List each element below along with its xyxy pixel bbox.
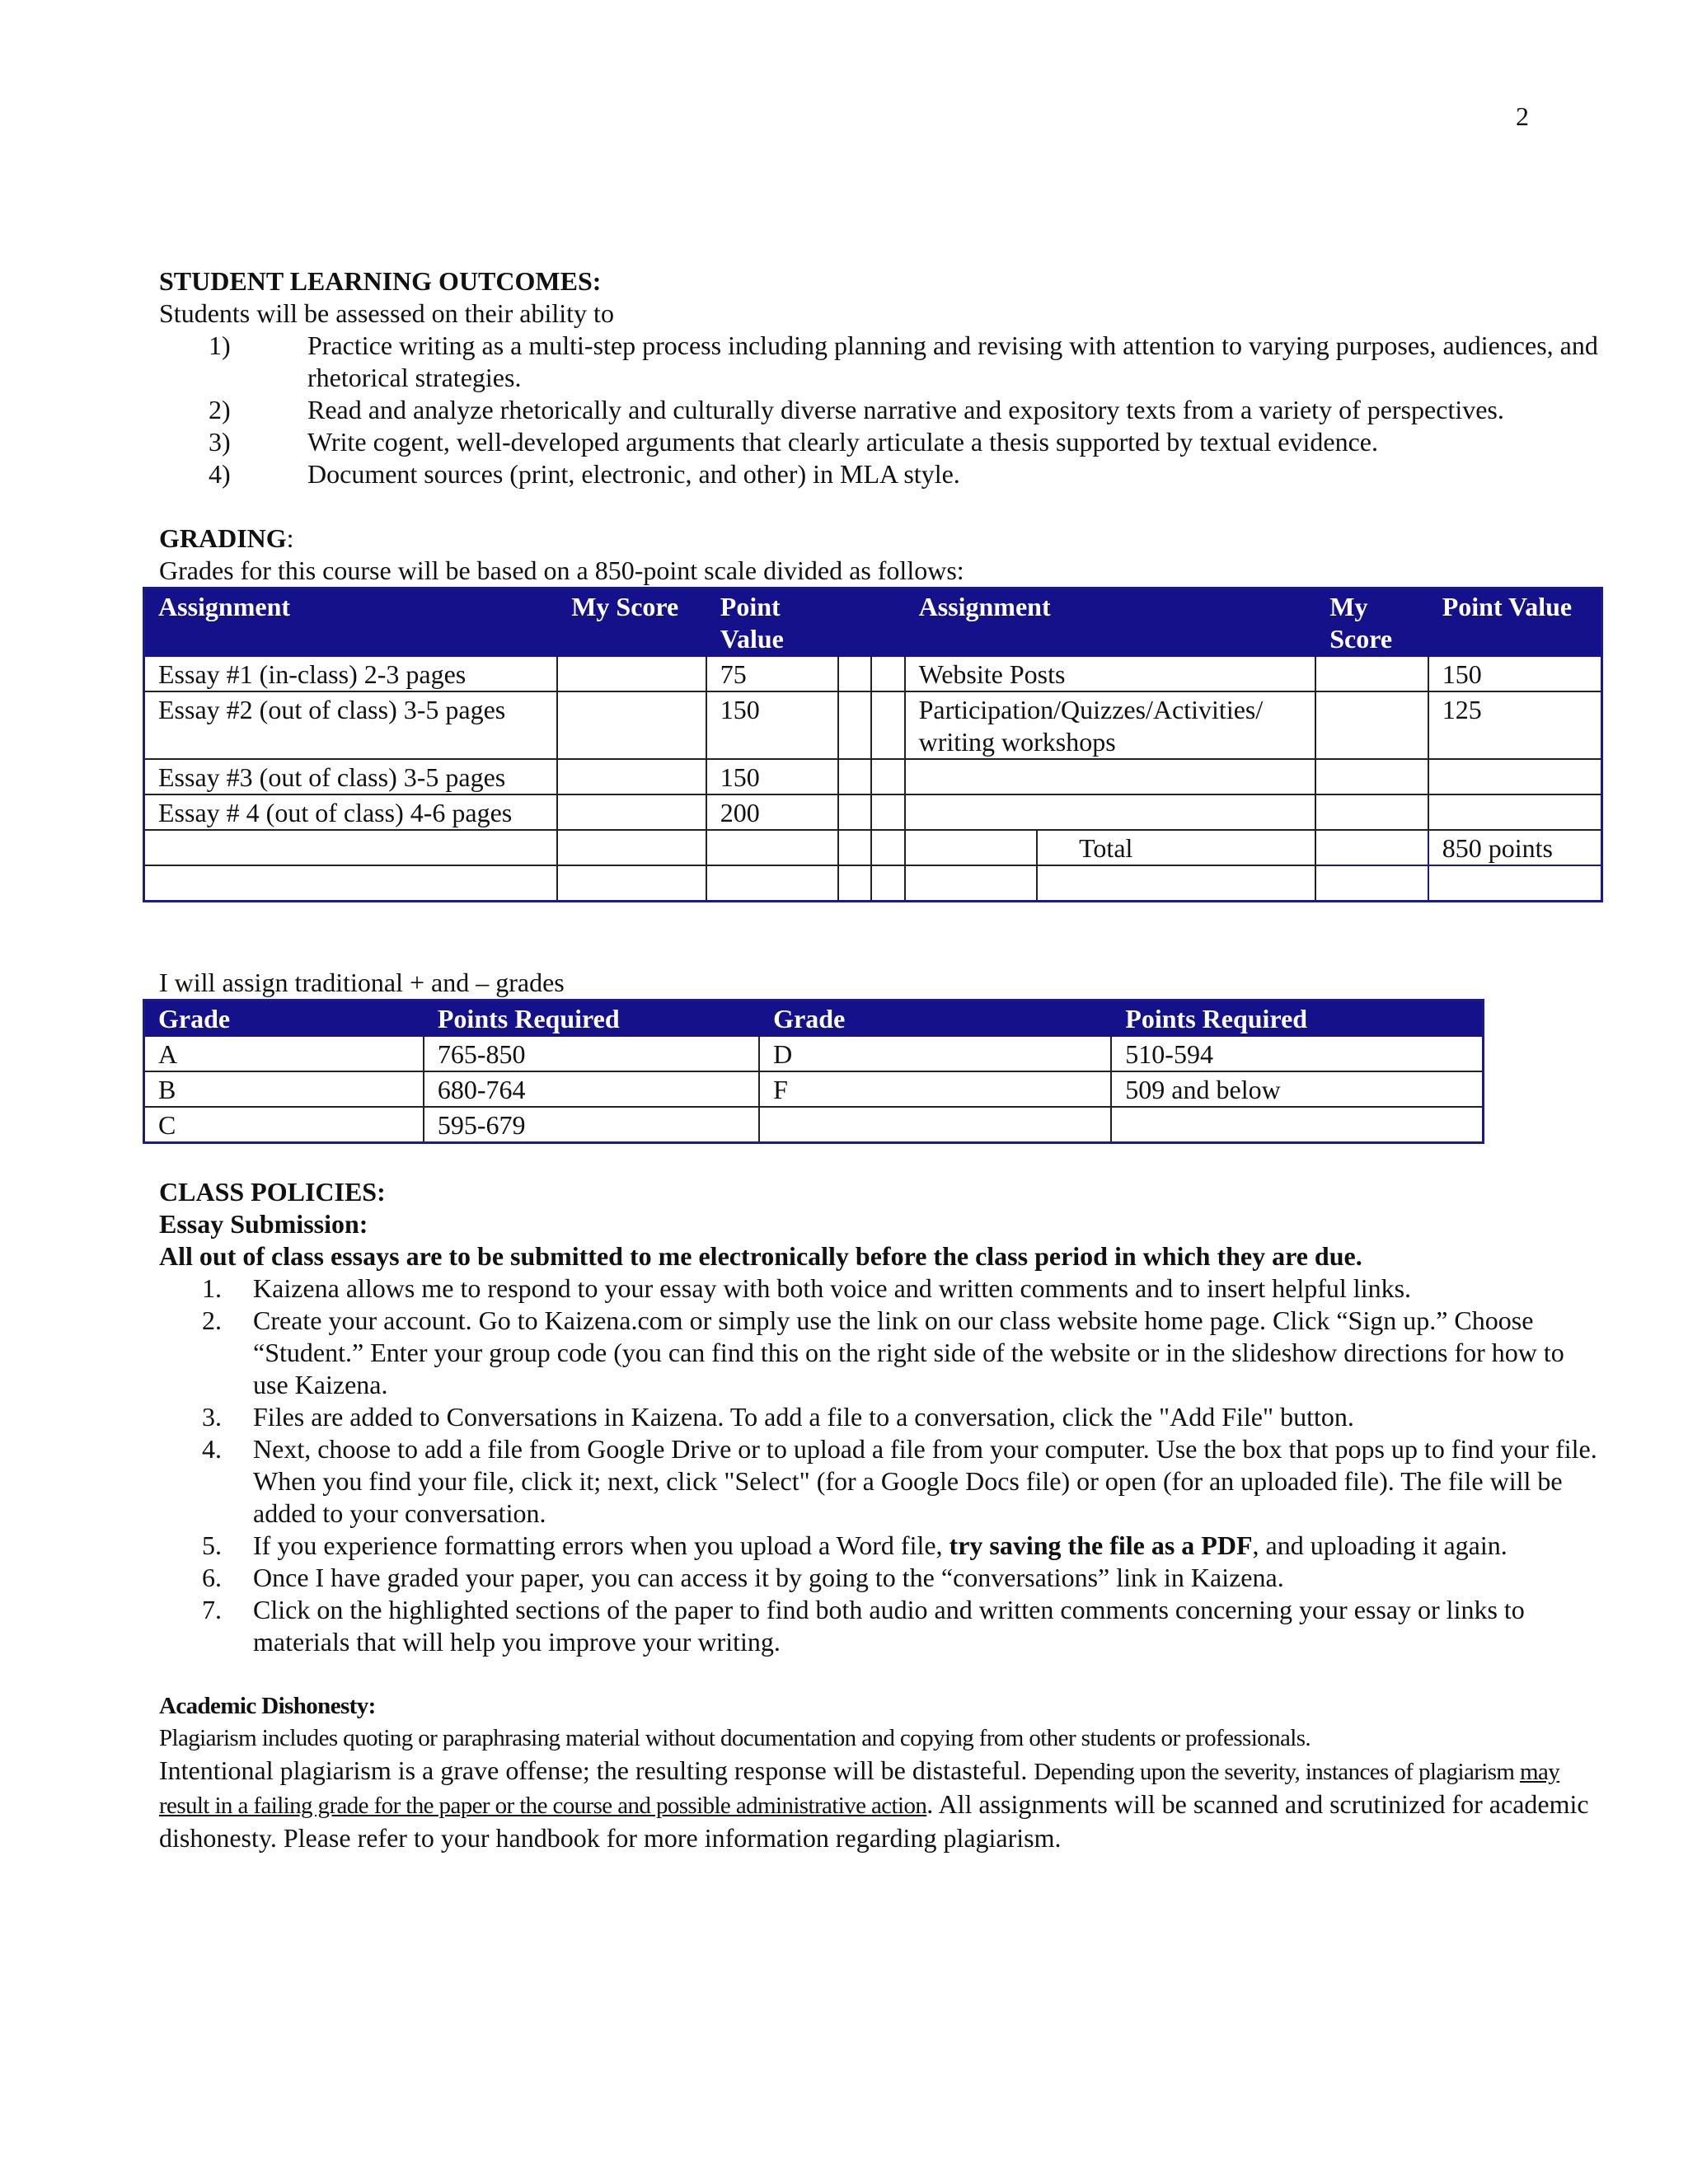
list-item: 1) Practice writing as a multi-step process including planning and revising with attention to varying purposes, audiences, and rhetorical strategies. — [209, 330, 1598, 392]
column-header: Point Value — [1428, 588, 1602, 657]
assignment-table — [143, 587, 1603, 902]
table-row: A 765-850 D 510-594 — [144, 1036, 1484, 1071]
list-item: 7. Click on the highlighted sections of the paper to find both audio and written comments concerning your essay or links to materials that will help you improve your writing. — [202, 1595, 1525, 1657]
column-header: Grade — [144, 1001, 424, 1037]
column-header: Points Required — [1111, 1001, 1483, 1037]
list-item: 2) Read and analyze rhetorically and culturally diverse narrative and expository texts from a variety of perspectives. — [209, 395, 1504, 424]
grading-intro: Grades for this course will be based on a 850-point scale divided as follows: — [159, 555, 964, 585]
total-value: 850 points — [1428, 830, 1602, 865]
column-header: Points Required — [424, 1001, 759, 1037]
scale-intro: I will assign traditional + and – grades — [159, 968, 565, 997]
column-header: Assignment — [905, 588, 1316, 657]
table-row: Essay #2 (out of class) 3-5 pages 150 Participation/Quizzes/Activities/ writing workshops 125 — [144, 691, 1602, 759]
submission-lead: All out of class essays are to be submitted to me electronically before the class period in which they are due. — [159, 1241, 1362, 1271]
grade-scale-table — [143, 999, 1484, 1144]
slo-intro: Students will be assessed on their ability to — [159, 298, 614, 328]
list-item: 3. Files are added to Conversations in Kaizena. To add a file to a conversation, click the "Add File" button. — [202, 1402, 1354, 1432]
dishonesty-underlined: may result in a failing grade for the paper or the course and possible administrative action — [159, 1759, 1560, 1819]
list-item: 4) Document sources (print, electronic, and other) in MLA style. — [209, 459, 960, 489]
column-header: Grade — [759, 1001, 1111, 1037]
column-header: Point Value — [706, 588, 839, 657]
document-body — [159, 265, 1601, 1854]
dishonesty-body: Intentional plagiarism is a grave offense; the resulting response will be distasteful. Depending upon the severity, instances of plagiarism may result in a failing grade for the paper or the course and possible administrative action. All assignments will be scanned and scrutinized for academic dishonesty. Please refer to your handbook for more information regarding plagiarism. — [159, 1755, 1589, 1853]
table-row: B 680-764 F 509 and below — [144, 1071, 1484, 1107]
list-item: 5. If you experience formatting errors when you upload a Word file, try saving the file as a PDF, and uploading it again. — [202, 1530, 1507, 1560]
dishonesty-line1: Plagiarism includes quoting or paraphrasing material without documentation and copying from other students or professionals. — [159, 1725, 1311, 1751]
list-item: 4. Next, choose to add a file from Google Drive or to upload a file from your computer. Use the box that pops up to find your file. When you find your file, click it; next, click "Select" (for a Google Docs file) or open (for an uploaded file). The file will be added to your conversation. — [202, 1434, 1597, 1528]
policies-heading: CLASS POLICIES: — [159, 1177, 386, 1207]
list-item: 1. Kaizena allows me to respond to your essay with both voice and written comments and to insert helpful links. — [202, 1273, 1412, 1303]
table-header-row — [144, 588, 1602, 657]
submission-steps — [159, 1272, 1601, 1658]
column-header: My Score — [557, 588, 706, 657]
table-row: Essay #3 (out of class) 3-5 pages 150 — [144, 759, 1602, 794]
slo-heading: STUDENT LEARNING OUTCOMES: — [159, 266, 602, 296]
essay-submission-heading: Essay Submission: — [159, 1209, 368, 1239]
list-item: 6. Once I have graded your paper, you can access it by going to the “conversations” link in Kaizena. — [202, 1563, 1284, 1592]
column-header: Assignment — [144, 588, 558, 657]
total-label: Total — [1037, 830, 1315, 865]
list-item: 2. Create your account. Go to Kaizena.com or simply use the link on our class website home page. Click “Sign up.” Choose “Student.” Enter your group code (you can find this on the right side of the website or in the slideshow directions for how to use Kaizena. — [202, 1305, 1564, 1399]
table-row — [144, 865, 1602, 902]
table-row: C 595-679 — [144, 1107, 1484, 1143]
grading-heading: GRADING: — [159, 523, 294, 553]
table-header-row — [144, 1001, 1484, 1037]
page-number: 2 — [1516, 101, 1529, 131]
table-row: Essay # 4 (out of class) 4-6 pages 200 — [144, 794, 1602, 830]
table-row: Essay #1 (in-class) 2-3 pages 75 Website Posts 150 — [144, 656, 1602, 691]
column-header: My Score — [1315, 588, 1428, 657]
table-row-total — [144, 830, 1602, 865]
list-item: 3) Write cogent, well-developed arguments that clearly articulate a thesis supported by textual evidence. — [209, 427, 1378, 457]
dishonesty-heading: Academic Dishonesty: — [159, 1693, 376, 1719]
slo-list — [159, 330, 1601, 490]
